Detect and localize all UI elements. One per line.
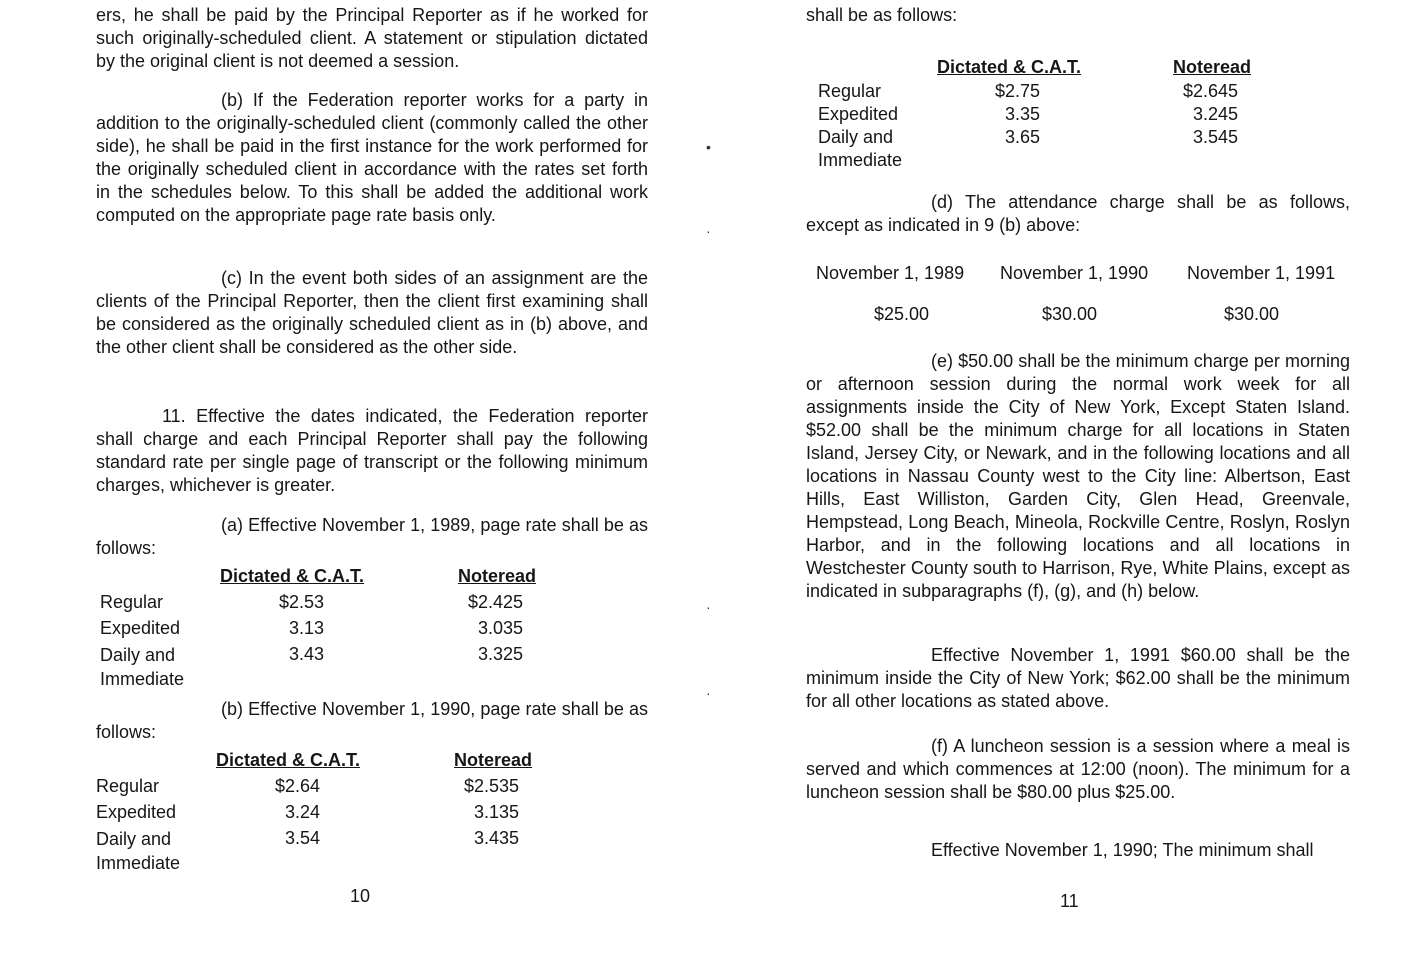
- paragraph-11e-1991: Effective November 1, 1991 $60.00 shall be the minimum inside the City of New York; $62.00 shall be the minimum for all other locations as stated above.: [806, 645, 1350, 711]
- attendance-dates-row: [806, 262, 1350, 286]
- noteread-rate: 3.435: [474, 828, 520, 848]
- noteread-rate: 3.325: [478, 644, 524, 664]
- dictated-rate: 3.24: [285, 802, 321, 822]
- column-header-noteread: Noteread: [1173, 57, 1252, 77]
- row-label: Regular: [96, 776, 160, 796]
- attendance-amount: $30.00: [1224, 304, 1280, 324]
- paragraph-11f: (f) A luncheon session is a session where a meal is served and which commences at 12:00 (noon). The minimum for a luncheon session shall be $80.00 plus $25.00.: [806, 736, 1350, 802]
- attendance-amount: $30.00: [1042, 304, 1098, 324]
- paragraph-11e: (e) $50.00 shall be the minimum charge per morning or afternoon session during the normal work week for all assignments inside the City of New York, Except Staten Island. $52.00 shall be the minimum charge for all locations in Staten Island, Jersey City, or Newark, and in the following locations and all locations in Nassau County west to the City line: Albertson, East Hills, East Williston, Garden City, Glen Head, Greenvale, Hempstead, Long Beach, Mineola, Rockville Centre, Roslyn, Roslyn Harbor, and in the following locations and all locations in Westchester County south to Harrison, Rye, White Plains, except as indicated in subparagraphs (f), (g), and (h) below.: [806, 351, 1350, 601]
- page-number: 10: [350, 886, 371, 906]
- dictated-rate: 3.54: [285, 828, 321, 848]
- paragraph-intro-line: shall be as follows:: [806, 5, 958, 25]
- table-row: [806, 80, 1350, 103]
- scan-speck: ·: [706, 599, 711, 615]
- left-page: [96, 0, 648, 953]
- dictated-rate: 3.13: [289, 618, 325, 638]
- table-row: [96, 617, 648, 643]
- dictated-rate: $2.75: [995, 81, 1041, 101]
- paragraph-11a: (a) Effective November 1, 1989, page rate shall be as follows:: [96, 515, 648, 558]
- row-label: Regular: [818, 81, 882, 101]
- page-number: 11: [1060, 891, 1079, 911]
- paragraph-continuation: ers, he shall be paid by the Principal Reporter as if he worked for such originally-scheduled client. A statement or stipulation dictated by the original client is not deemed a session.: [96, 5, 648, 71]
- row-label: Daily and Immediate: [100, 645, 185, 689]
- table-row: [806, 103, 1350, 126]
- right-page: [806, 0, 1350, 953]
- dictated-rate: 3.35: [1005, 104, 1041, 124]
- noteread-rate: 3.545: [1193, 127, 1239, 147]
- scan-speck: •: [706, 139, 711, 155]
- paragraph-10c: (c) In the event both sides of an assignment are the clients of the Principal Reporter, then the client first examining shall be considered as the originally scheduled client as in (b) above, and the other client shall be considered as the other side.: [96, 268, 648, 357]
- column-header-noteread: Noteread: [458, 566, 537, 586]
- column-header-noteread: Noteread: [454, 750, 533, 770]
- row-label: Expedited: [96, 802, 177, 822]
- table-row: [96, 775, 648, 801]
- rate-table-1990: [96, 749, 648, 875]
- table-row: [96, 827, 648, 875]
- noteread-rate: $2.645: [1183, 81, 1239, 101]
- table-header: [96, 749, 648, 775]
- attendance-date: November 1, 1990: [1000, 263, 1149, 283]
- table-row: [806, 126, 1350, 174]
- dictated-rate: 3.43: [289, 644, 325, 664]
- row-label: Daily and Immediate: [818, 127, 903, 170]
- table-row: [96, 643, 648, 691]
- dictated-rate: $2.53: [279, 592, 325, 612]
- noteread-rate: 3.035: [478, 618, 524, 638]
- row-label: Expedited: [100, 618, 181, 638]
- table-header: [806, 56, 1350, 80]
- table-row: [96, 801, 648, 827]
- column-header-dictated: Dictated & C.A.T.: [216, 750, 361, 770]
- column-header-dictated: Dictated & C.A.T.: [220, 566, 365, 586]
- attendance-amount: $25.00: [874, 304, 930, 324]
- attendance-date: November 1, 1989: [816, 263, 965, 283]
- dictated-rate: 3.65: [1005, 127, 1041, 147]
- row-label: Daily and Immediate: [96, 829, 181, 873]
- column-header-dictated: Dictated & C.A.T.: [937, 57, 1082, 77]
- scan-speck: ·: [706, 223, 711, 239]
- scan-speck: ·: [706, 685, 711, 701]
- row-label: Regular: [100, 592, 164, 612]
- paragraph-11: 11. Effective the dates indicated, the Federation reporter shall charge and each Principal Reporter shall pay the following standard rate per single page of transcript or the following minimum charges, whichever is greater.: [96, 406, 648, 495]
- table-header: [96, 565, 648, 591]
- rate-table-1989: [96, 565, 648, 691]
- noteread-rate: 3.135: [474, 802, 520, 822]
- paragraph-11b: (b) Effective November 1, 1990, page rate shall be as follows:: [96, 699, 648, 742]
- row-label: Expedited: [818, 104, 899, 124]
- paragraph-11f-1990: Effective November 1, 1990; The minimum shall: [931, 840, 1314, 860]
- noteread-rate: 3.245: [1193, 104, 1239, 124]
- table-row: [96, 591, 648, 617]
- noteread-rate: $2.425: [468, 592, 524, 612]
- attendance-date: November 1, 1991: [1187, 263, 1336, 283]
- paragraph-11d: (d) The attendance charge shall be as follows, except as indicated in 9 (b) above:: [806, 192, 1350, 235]
- dictated-rate: $2.64: [275, 776, 321, 796]
- paragraph-10b: (b) If the Federation reporter works for a party in addition to the originally-scheduled client (commonly called the other side), he shall be paid in the first instance for the work performed for the originally scheduled client in accordance with the rates set forth in the schedules below. To this shall be added the additional work computed on the appropriate page rate basis only.: [96, 90, 648, 225]
- attendance-amounts-row: [806, 303, 1350, 327]
- noteread-rate: $2.535: [464, 776, 520, 796]
- rate-table-1991: [806, 56, 1350, 174]
